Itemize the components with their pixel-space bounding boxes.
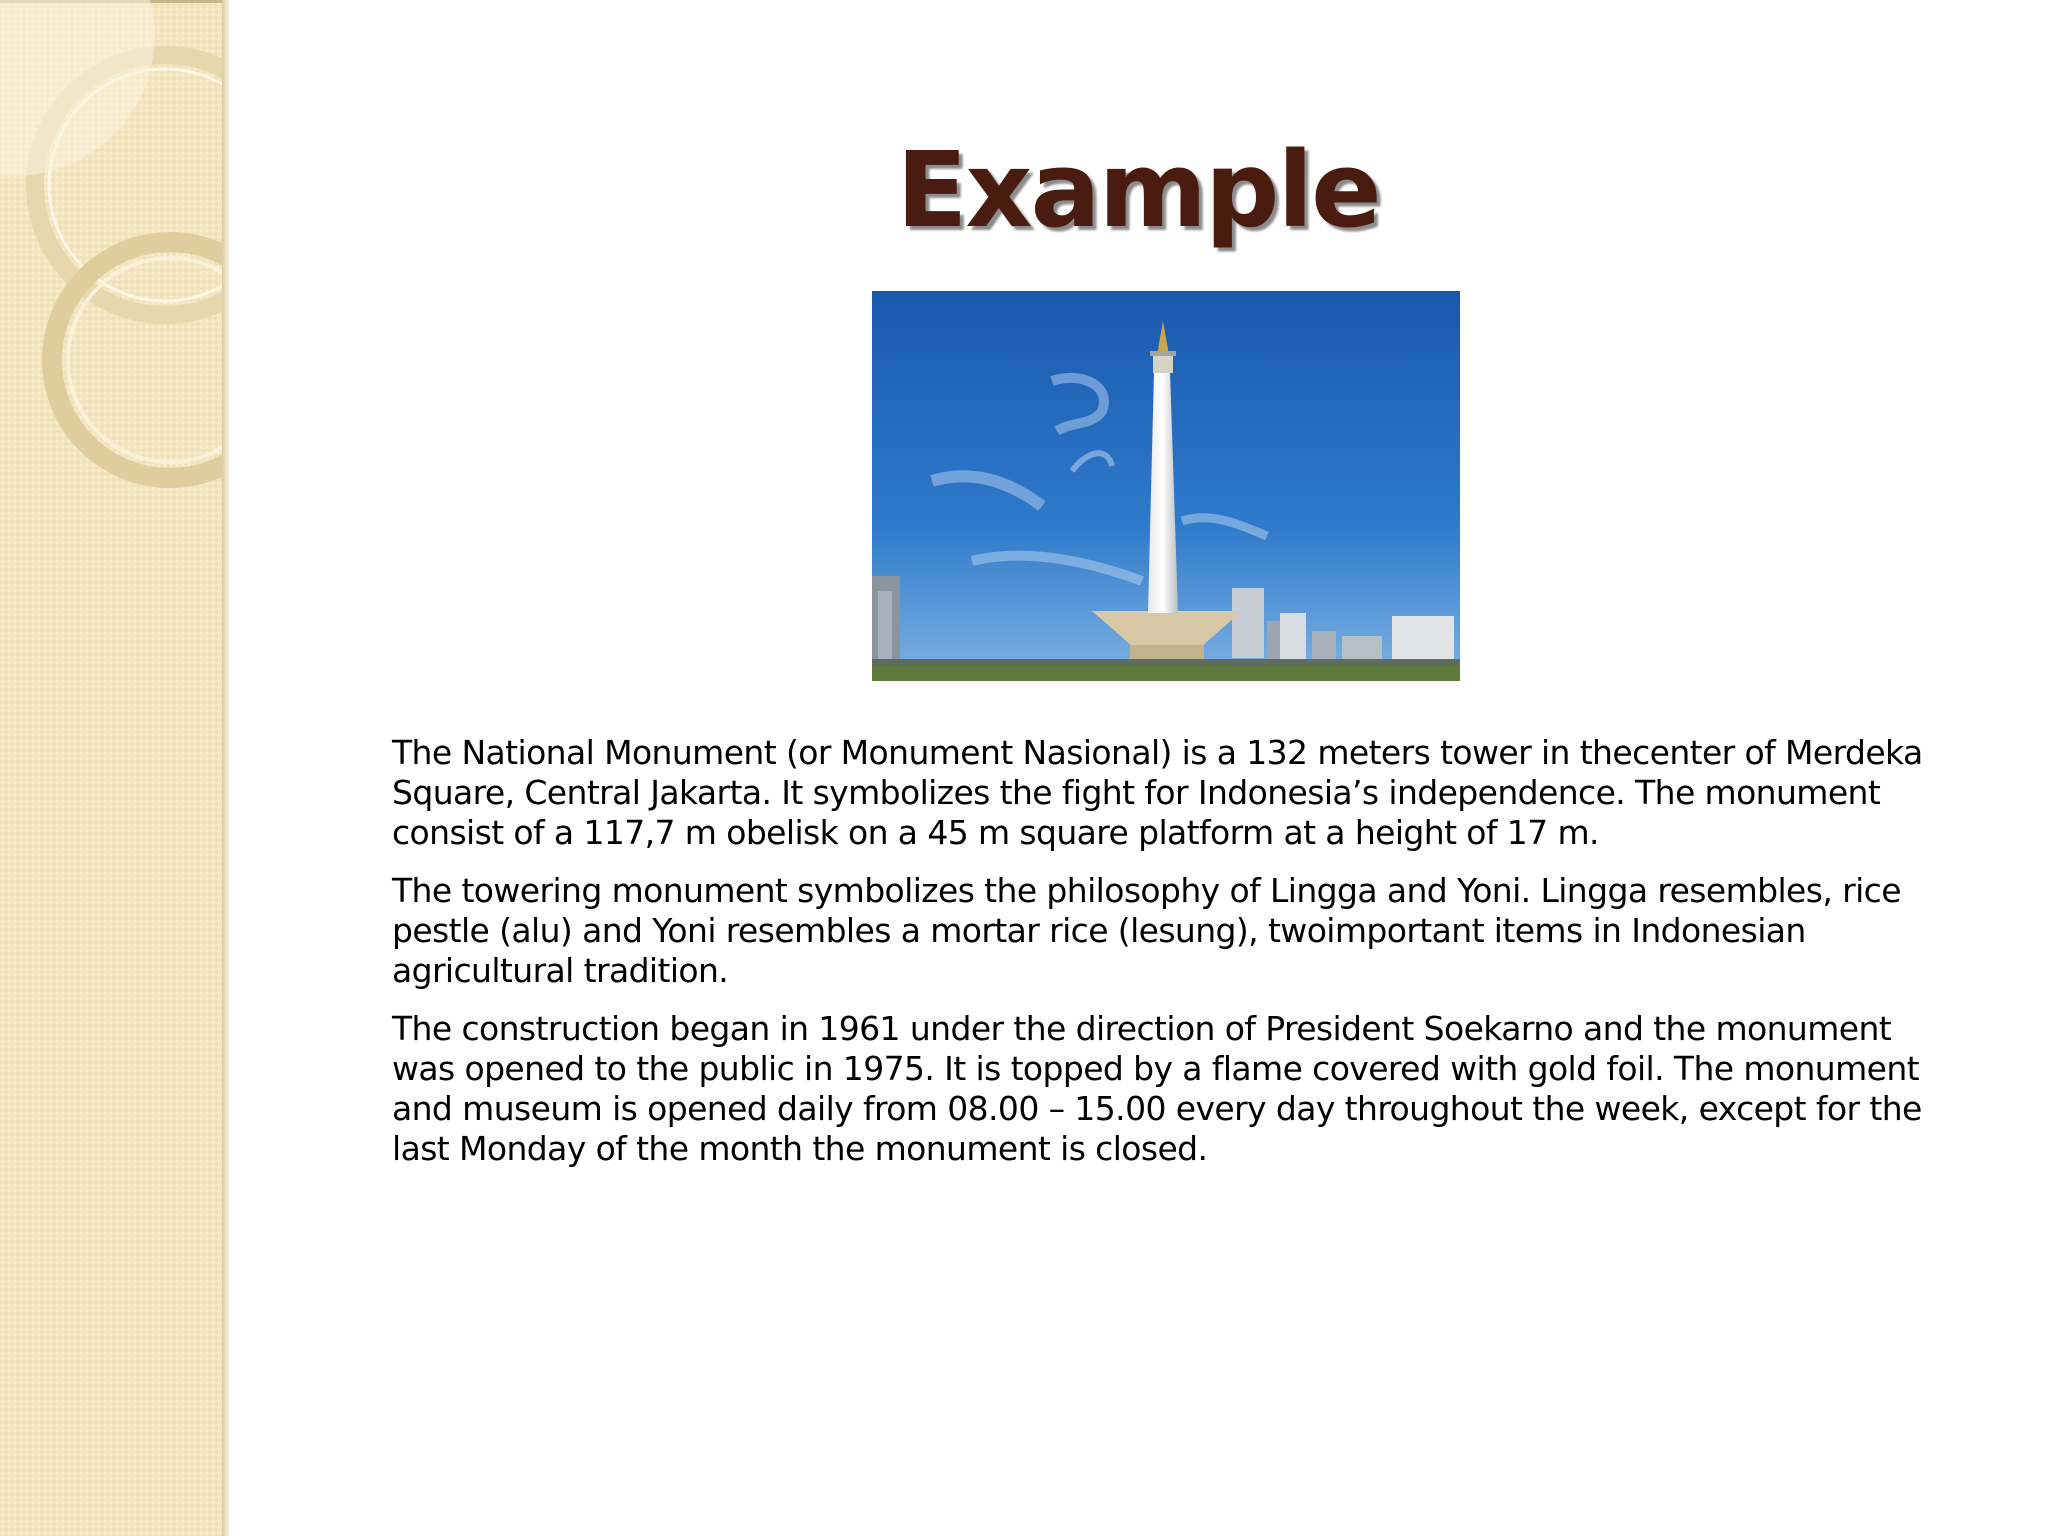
paragraph-monument-overview: The National Monument (or Monument Nasional) is a 132 meters tower in thecenter of Merdeka Square, Central Jakarta. It symbolizes the fight for Indonesia’s independence. The monument consist of a 117,7 m obelisk on a 45 m square platform at a height of 17 m. [392,733,1923,852]
slide-title: Example [896,129,1380,251]
decorative-circles [0,0,228,500]
body-text [392,733,1962,1187]
paragraph-lingga-yoni: The towering monument symbolizes the philosophy of Lingga and Yoni. Lingga resembles, rice pestle (alu) and Yoni resembles a mortar rice (lesung), twoimportant items in Indonesian agricultural tradition. [392,871,1901,990]
decorative-side-band [0,0,228,1536]
monument-photo [872,291,1460,681]
monument-illustration [872,291,1460,681]
paragraph-construction-hours: The construction began in 1961 under the direction of President Soekarno and the monument was opened to the public in 1975. It is topped by a flame covered with gold foil. The monument and museum is opened daily from 08.00 – 15.00 every day throughout the week, except for the last Monday of the month the monument is closed. [392,1009,1922,1168]
